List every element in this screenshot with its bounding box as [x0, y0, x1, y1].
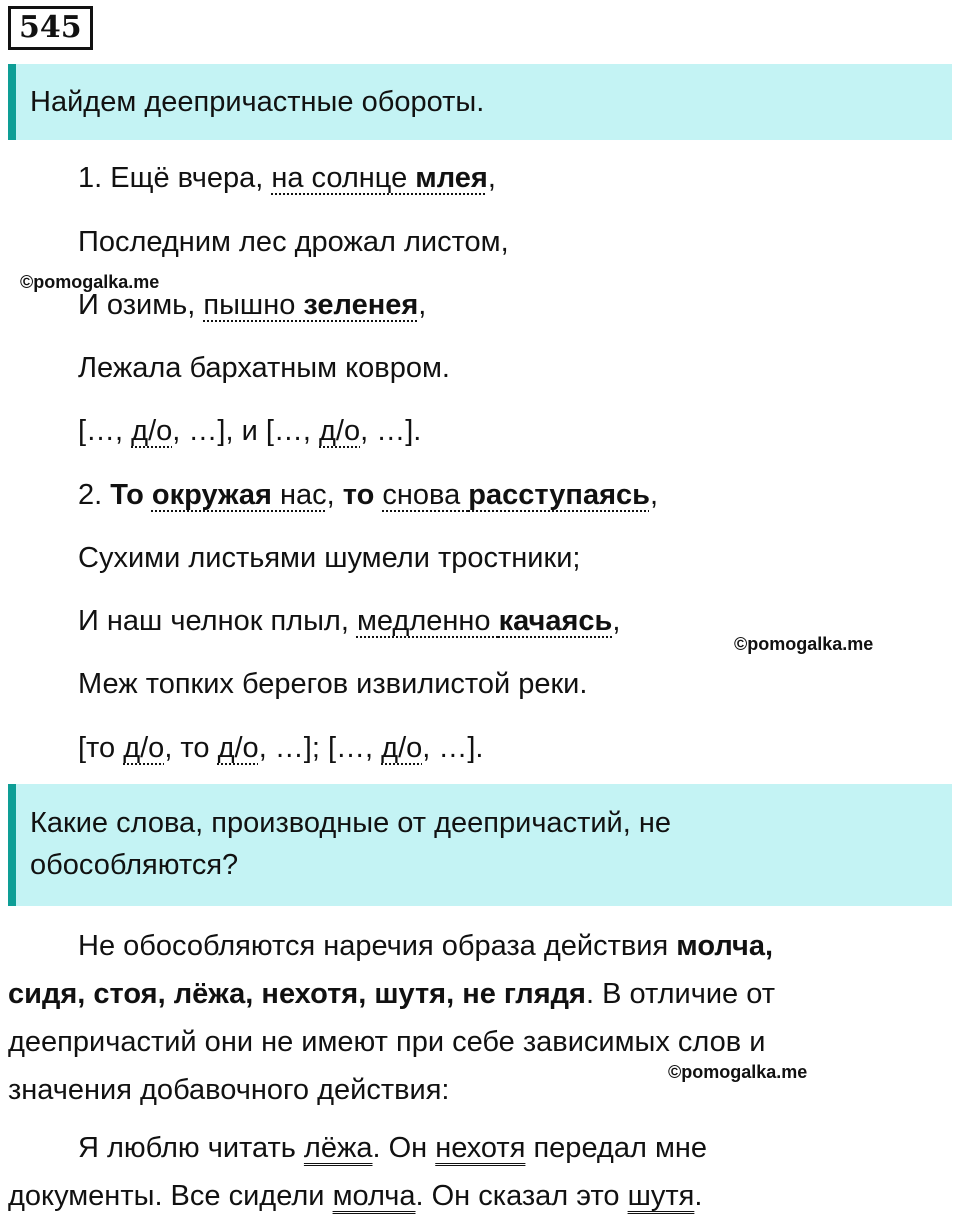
watermark: ©pomogalka.me	[668, 1062, 808, 1082]
poem2-line4: Меж топких берегов извилистой реки.	[78, 668, 588, 700]
examples-paragraph: Я люблю читать лёжа. Он нехотя передал мне документы. Все сидели молча. Он сказал это шутя.	[8, 1132, 708, 1212]
poem1-line1: 1. Ещё вчера, на солнце млея,	[78, 162, 496, 194]
poem1-scheme: […, д/о, …], и […, д/о, …].	[78, 415, 422, 447]
poem2-line3: И наш челнок плыл, медленно качаясь,	[78, 605, 621, 637]
section1-heading: Найдем деепричастные обороты.	[8, 64, 952, 140]
task-number: 545	[8, 6, 93, 50]
explanation-paragraph: Не обособляются наречия образа действия молча, сидя, стоя, лёжа, нехотя, шутя, не глядя. В отличие от деепричастий они не имеют при себе зависимых слов и значения добавочного действия:	[8, 930, 775, 1106]
poem2-line1: 2. То окружая нас, то снова расступаясь,	[78, 479, 659, 511]
poem2-scheme: [то д/о, то д/о, …]; […, д/о, …].	[78, 732, 484, 764]
poem1-line2: Последним лес дрожал листом,	[78, 226, 509, 258]
watermark: ©pomogalka.me	[734, 634, 874, 654]
section2-heading: Какие слова, производные от деепричастий, не обособляются?	[8, 784, 952, 906]
watermark: ©pomogalka.me	[20, 272, 160, 292]
poem1-line3: И озимь, пышно зеленея,	[78, 289, 427, 321]
poem1-line4: Лежала бархатным ковром.	[78, 352, 450, 384]
poem2-line2: Сухими листьями шумели тростники;	[78, 542, 581, 574]
